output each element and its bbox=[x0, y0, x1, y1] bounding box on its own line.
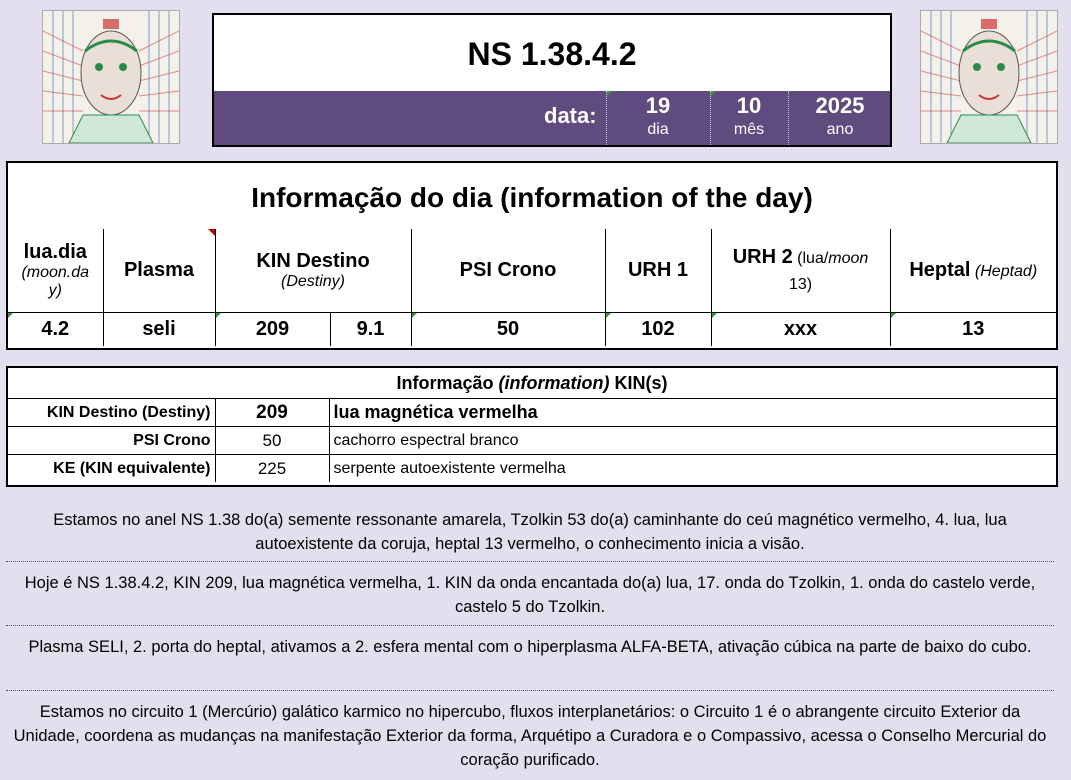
lua-dia-sublabel: (moon.day) bbox=[21, 264, 90, 299]
title-box bbox=[212, 13, 892, 147]
kin-row-number[interactable]: 209 bbox=[215, 399, 329, 427]
kin-heading-b: (information) bbox=[498, 372, 610, 393]
urh2-sub-c: 13) bbox=[788, 275, 813, 293]
col-header-urh2[interactable] bbox=[711, 229, 890, 313]
value-kin-destino-2[interactable] bbox=[330, 313, 411, 347]
value-psi-crono[interactable] bbox=[411, 313, 605, 347]
synchronotron-logo-left bbox=[42, 10, 180, 144]
date-day[interactable]: 19 bbox=[645, 93, 671, 118]
value-plasma[interactable] bbox=[103, 313, 215, 347]
paragraph-circuit[interactable]: Estamos no circuito 1 (Mercúrio) galático karmico no hipercubo, fluxos interplanetários: o Circuito 1 é o abrangente circuito Exterior da Unidade, coordena as mudanças na manifestação Exterior da forma, Arquétipo a Curadora e o Compassivo, acessa o Conselho Mercurial do coração purificado. bbox=[13, 703, 1047, 769]
date-day-cell[interactable] bbox=[607, 91, 709, 139]
date-bar bbox=[214, 91, 890, 145]
urh2-value: xxx bbox=[783, 318, 818, 340]
value-urh2[interactable] bbox=[711, 313, 890, 347]
kin-row-name[interactable]: serpente autoexistente vermelha bbox=[329, 455, 1056, 483]
divider bbox=[6, 625, 1054, 626]
kin-row-label[interactable]: KIN Destino (Destiny) bbox=[8, 399, 215, 427]
kin-row-number[interactable]: 225 bbox=[215, 455, 329, 483]
kin-info-table bbox=[8, 368, 1056, 482]
table-row bbox=[8, 455, 1056, 483]
psi-crono-value: 50 bbox=[496, 318, 520, 340]
lua-dia-value: 4.2 bbox=[41, 318, 70, 340]
kin-info-heading[interactable] bbox=[8, 368, 1056, 399]
value-heptal[interactable] bbox=[890, 313, 1056, 347]
kin-heading-a: Informação bbox=[396, 372, 494, 393]
table-row bbox=[8, 427, 1056, 455]
date-month-cell[interactable] bbox=[711, 91, 787, 139]
urh2-label: URH 2 bbox=[732, 245, 793, 268]
plasma-label: Plasma bbox=[123, 259, 195, 281]
kin-destino-label: KIN Destino bbox=[256, 250, 370, 272]
kin-row-name[interactable]: cachorro espectral branco bbox=[329, 427, 1056, 455]
heptal-value: 13 bbox=[962, 318, 985, 340]
cell-marker bbox=[607, 91, 612, 96]
urh1-label: URH 1 bbox=[627, 259, 688, 281]
kin-destino-2-value: 9.1 bbox=[356, 318, 385, 340]
kin-heading-c: KIN(s) bbox=[614, 372, 668, 393]
lua-dia-label: lua.dia bbox=[23, 241, 87, 263]
divider bbox=[6, 561, 1054, 562]
plasma-value: seli bbox=[142, 318, 176, 340]
value-urh1[interactable] bbox=[605, 313, 711, 347]
urh2-sub-b: moon bbox=[828, 249, 869, 267]
value-kin-destino[interactable] bbox=[215, 313, 330, 347]
urh2-sub-a: (lua/ bbox=[797, 249, 829, 267]
date-month[interactable]: 10 bbox=[736, 93, 762, 118]
day-info-table bbox=[8, 229, 1056, 346]
kin-row-number[interactable]: 50 bbox=[215, 427, 329, 455]
page-title[interactable]: NS 1.38.4.2 bbox=[467, 36, 637, 72]
urh1-value: 102 bbox=[641, 318, 675, 340]
col-header-lua-dia[interactable] bbox=[8, 229, 103, 313]
value-lua-dia[interactable] bbox=[8, 313, 103, 347]
psi-crono-label: PSI Crono bbox=[459, 259, 557, 281]
kin-info-box bbox=[6, 366, 1058, 487]
col-header-heptal[interactable] bbox=[890, 229, 1056, 313]
date-day-unit: dia bbox=[647, 121, 669, 138]
date-month-unit: mês bbox=[733, 121, 765, 138]
kin-destino-sublabel: (Destiny) bbox=[280, 273, 345, 290]
synchronotron-logo-right bbox=[920, 10, 1058, 144]
comment-marker bbox=[208, 229, 215, 236]
col-header-psi-crono[interactable] bbox=[411, 229, 605, 313]
col-header-kin-destino[interactable] bbox=[215, 229, 411, 313]
table-row bbox=[8, 399, 1056, 427]
kin-row-name[interactable]: lua magnética vermelha bbox=[329, 399, 1056, 427]
day-info-box bbox=[6, 161, 1058, 350]
date-year-unit: ano bbox=[826, 121, 854, 138]
col-header-plasma[interactable] bbox=[103, 229, 215, 313]
date-year-cell[interactable] bbox=[789, 91, 891, 139]
kin-row-label[interactable]: PSI Crono bbox=[8, 427, 215, 455]
heptal-sublabel: (Heptad) bbox=[974, 263, 1038, 280]
kin-destino-value: 209 bbox=[255, 318, 290, 340]
date-year[interactable]: 2025 bbox=[815, 93, 865, 118]
paragraph-ring[interactable]: Estamos no anel NS 1.38 do(a) semente ressonante amarela, Tzolkin 53 do(a) caminhante do ceú magnético vermelho, 4. lua, lua autoexistente da coruja, heptal 13 vermelho, o conhecimento inicia a visão. bbox=[53, 511, 1007, 553]
day-info-heading[interactable]: Informação do dia (information of the day) bbox=[251, 182, 813, 213]
kin-row-label[interactable]: KE (KIN equivalente) bbox=[8, 455, 215, 483]
cell-marker bbox=[711, 91, 716, 96]
divider bbox=[6, 690, 1054, 691]
paragraph-plasma[interactable]: Plasma SELI, 2. porta do heptal, ativamos a 2. esfera mental com o hiperplasma ALFA-BETA, ativação cúbica na parte de baixo do cubo. bbox=[28, 638, 1032, 656]
paragraph-today[interactable]: Hoje é NS 1.38.4.2, KIN 209, lua magnética vermelha, 1. KIN da onda encantada do(a) lua, 17. onda do Tzolkin, 1. onda do castelo verde, castelo 5 do Tzolkin. bbox=[24, 574, 1036, 616]
date-label: data: bbox=[544, 103, 597, 128]
col-header-urh1[interactable] bbox=[605, 229, 711, 313]
heptal-label: Heptal bbox=[909, 259, 971, 281]
